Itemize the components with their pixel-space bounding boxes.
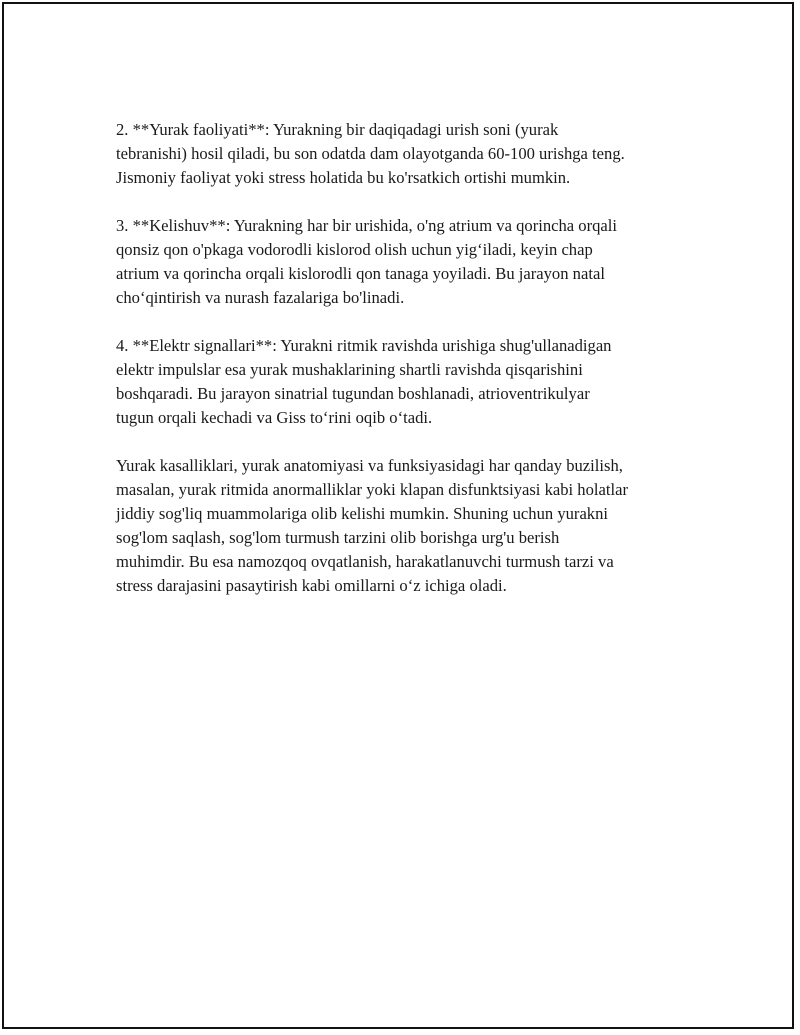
paragraph-heart-diseases [116,454,706,598]
text-line: tugun orqali kechadi va Giss to‘rini oqib o‘tadi. [116,408,433,427]
text-line: jiddiy sog'liq muammolariga olib kelishi mumkin. Shuning uchun yurakni [116,504,609,523]
text-line: elektr impulslar esa yurak mushaklarining shartli ravishda qisqarishini [116,360,583,379]
text-line: 2. **Yurak faoliyati**: Yurakning bir daqiqadagi urish soni (yurak [116,120,559,139]
paragraph-electrical-signals [116,334,706,430]
text-line: qonsiz qon o'pkaga vodorodli kislorod olish uchun yig‘iladi, keyin chap [116,240,593,259]
text-line: Jismoniy faoliyat yoki stress holatida bu ko'rsatkich ortishi mumkin. [116,168,571,187]
text-line: masalan, yurak ritmida anormalliklar yoki klapan disfunktsiyasi kabi holatlar [116,480,628,499]
text-line: Yurak kasalliklari, yurak anatomiyasi va funksiyasidagi har qanday buzilish, [116,456,623,475]
text-line: cho‘qintirish va nurash fazalariga bo'linadi. [116,288,405,307]
text-line: boshqaradi. Bu jarayon sinatrial tugundan boshlanadi, atrioventrikulyar [116,384,590,403]
text-line: tebranishi) hosil qiladi, bu son odatda dam olayotganda 60-100 urishga teng. [116,144,625,163]
document-body [116,118,706,622]
text-line: atrium va qorincha orqali kislorodli qon tanaga yoyiladi. Bu jarayon natal [116,264,605,283]
text-line: 4. **Elektr signallari**: Yurakni ritmik ravishda urishiga shug'ullanadigan [116,336,612,355]
paragraph-circulation [116,214,706,310]
text-line: muhimdir. Bu esa namozqoq ovqatlanish, harakatlanuvchi turmush tarzi va [116,552,614,571]
text-line: stress darajasini pasaytirish kabi omillarni o‘z ichiga oladi. [116,576,507,595]
paragraph-heart-activity [116,118,706,190]
text-line: 3. **Kelishuv**: Yurakning har bir urishida, o'ng atrium va qorincha orqali [116,216,618,235]
text-line: sog'lom saqlash, sog'lom turmush tarzini olib borishga urg'u berish [116,528,560,547]
